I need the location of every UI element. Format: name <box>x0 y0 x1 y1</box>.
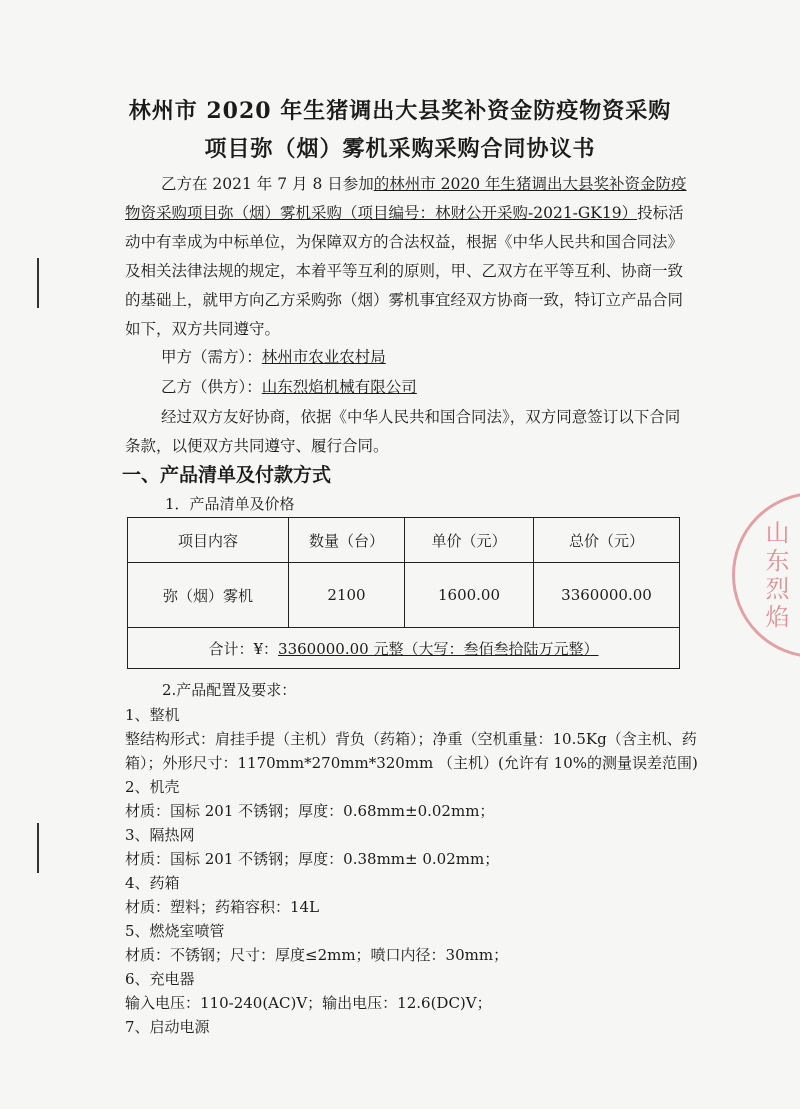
total-cell <box>128 628 680 669</box>
spec-title: 7、启动电源 <box>125 1018 210 1036</box>
table-total-row <box>128 628 680 669</box>
total-label: 合计：¥： <box>208 639 279 658</box>
header-item: 项目内容 <box>128 518 289 563</box>
spec-title: 6、充电器 <box>125 970 195 988</box>
binding-mark-bottom <box>37 823 39 873</box>
spec-text: 整结构形式：肩挂手提（主机）背负（药箱）；净重（空机重量：10.5Kg（含主机、药箱）；外形尺寸：1170mm*270mm*320mm （主机）(允许有 10%的测量误差范围) <box>125 730 698 772</box>
header-quantity: 数量（台） <box>289 518 405 563</box>
cell-quantity: 2100 <box>289 563 405 628</box>
total-value: 3360000.00 元整（大写：叁佰叁拾陆万元整） <box>278 639 599 658</box>
spec-text: 材质：国标 201 不锈钢；厚度：0.68mm±0.02mm； <box>125 802 495 820</box>
spec-title: 5、燃烧室喷管 <box>125 922 225 940</box>
table-row <box>128 563 680 628</box>
intro-paragraph <box>125 170 695 344</box>
cell-unit-price: 1600.00 <box>405 563 534 628</box>
party-b-name: 山东烈焰机械有限公司 <box>261 378 417 396</box>
subsection-price-list: 1．产品清单及价格 <box>165 495 295 513</box>
subsection-configuration: 2.产品配置及要求： <box>162 681 297 699</box>
header-total-price: 总价（元） <box>534 518 680 563</box>
spec-list <box>125 703 710 1039</box>
agreement-paragraph: 经过双方友好协商，依据《中华人民共和国合同法》，双方同意签订以下合同条款，以便双方共同遵守、履行合同。 <box>125 408 681 455</box>
section-heading: 一、产品清单及付款方式 <box>122 464 332 486</box>
spec-title: 3、隔热网 <box>125 826 195 844</box>
party-a-label: 甲方（需方）： <box>161 348 262 366</box>
document-title-line1: 林州市 2020 年生猪调出大县奖补资金防疫物资采购 <box>128 98 672 124</box>
spec-title: 4、药箱 <box>125 874 180 892</box>
project-reference: 的林州市 2020 年生猪调出大县奖补资金防疫物资采购项目弥（烟）雾机采购（项目编号：林财公开采购-2021-GK19） <box>125 175 687 222</box>
spec-text: 输入电压：110-240(AC)V；输出电压：12.6(DC)V； <box>125 994 492 1012</box>
spec-text: 材质：不锈钢；尺寸：厚度≤2mm；喷口内径：30mm； <box>125 946 509 964</box>
company-seal-text: 山东烈焰 <box>761 520 789 632</box>
party-a-name: 林州市农业农村局 <box>261 348 386 366</box>
party-b-label: 乙方（供方）： <box>161 378 262 396</box>
intro-text-start: 乙方在 2021 年 7 月 8 日参加 <box>161 175 374 193</box>
table-header-row <box>128 518 680 563</box>
spec-text: 材质：国标 201 不锈钢；厚度：0.38mm± 0.02mm； <box>125 850 500 868</box>
intro-text-rest: 投标活动中有幸成为中标单位，为保障双方的合法权益，根据《中华人民共和国合同法》及相关法律法规的规定，本着平等互利的原则，甲、乙双方在平等互利、协商一致的基础上，就甲方向乙方采购弥（烟）雾机事宜经双方协商一致，特订立产品合同如下，双方共同遵守。 <box>125 204 684 338</box>
cell-item: 弥（烟）雾机 <box>128 563 289 628</box>
spec-title: 2、机壳 <box>125 778 180 796</box>
spec-title: 1、整机 <box>125 706 180 724</box>
cell-total-price: 3360000.00 <box>534 563 680 628</box>
binding-mark-top <box>37 258 39 308</box>
header-unit-price: 单价（元） <box>405 518 534 563</box>
document-title-line2: 项目弥（烟）雾机采购采购合同协议书 <box>204 136 596 162</box>
product-table <box>127 517 680 669</box>
party-b-line <box>161 375 417 397</box>
spec-text: 材质：塑料；药箱容积：14L <box>125 898 320 916</box>
party-a-line <box>161 345 386 367</box>
